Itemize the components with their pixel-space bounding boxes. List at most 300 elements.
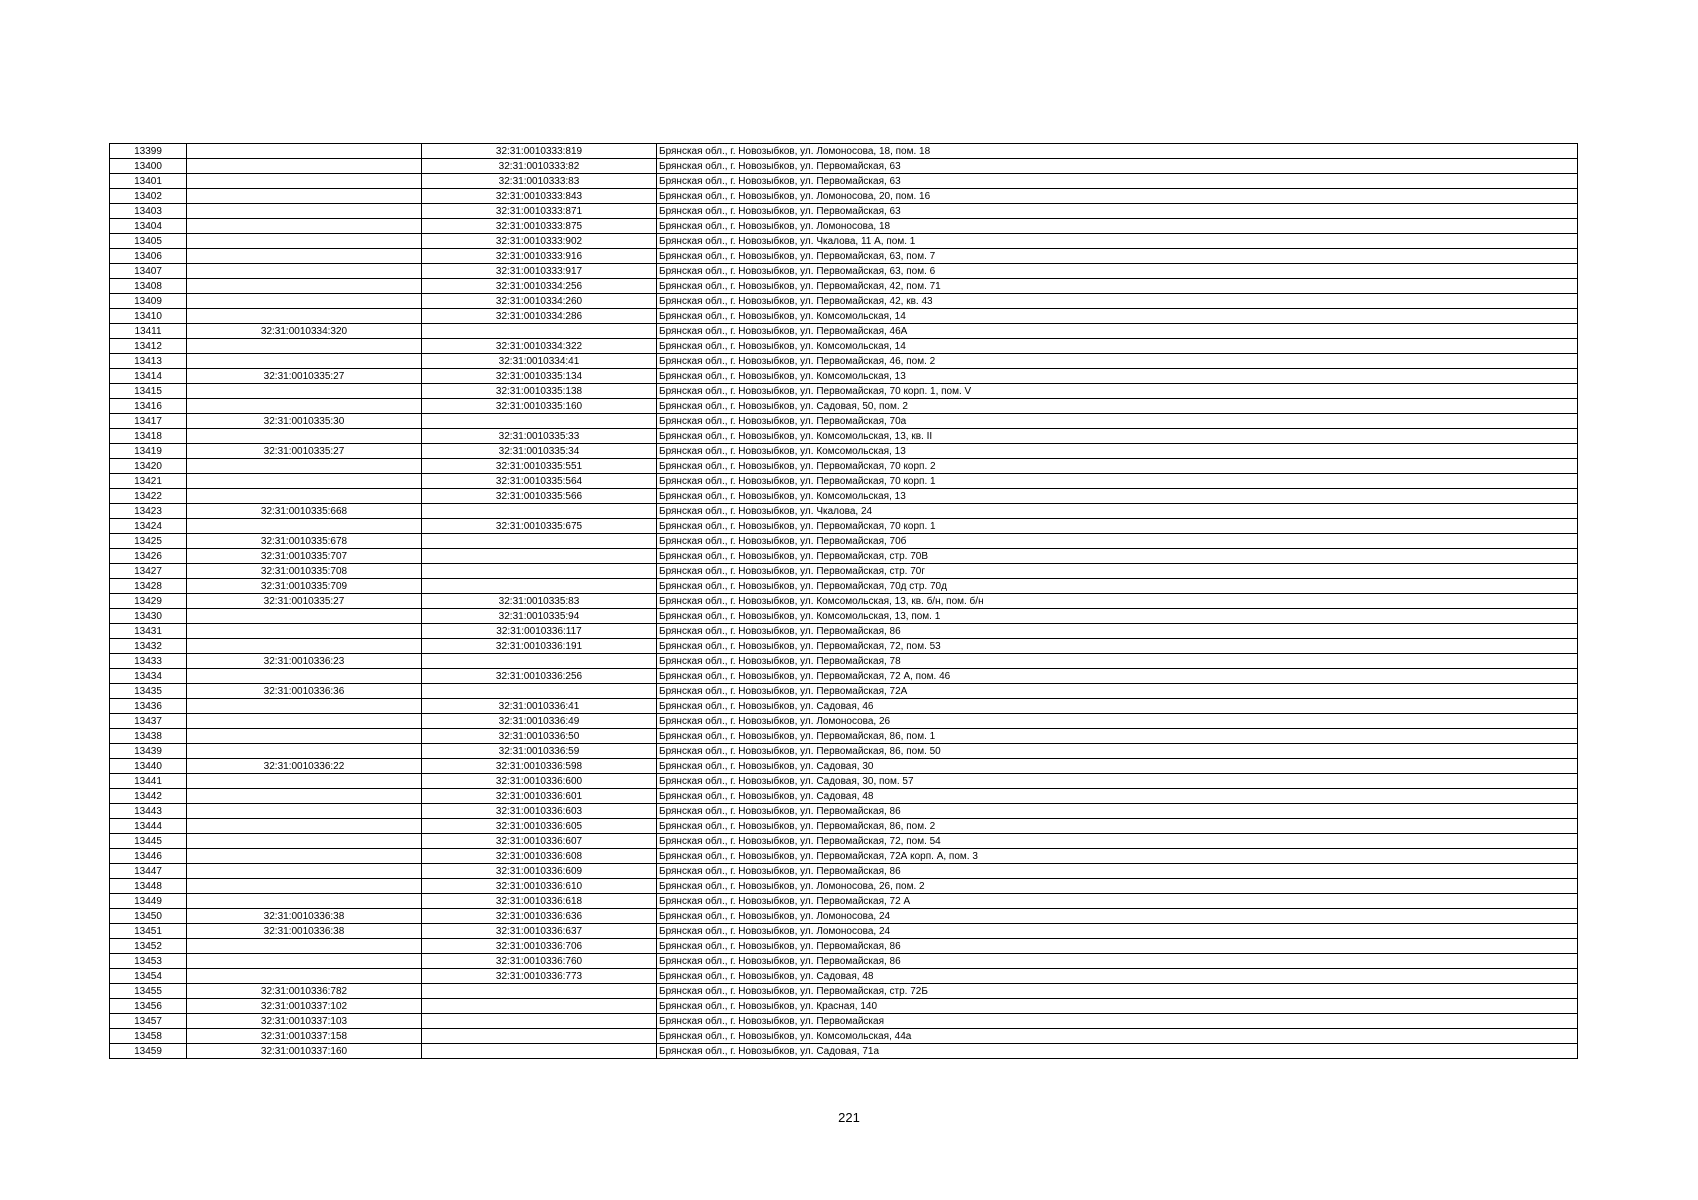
table-row [110, 1044, 1578, 1059]
table-row [110, 774, 1578, 789]
row-number-cell: 13456 [110, 999, 187, 1014]
object-cadastral-number-cell: 32:31:0010334:322 [422, 339, 657, 354]
address-cell: Брянская обл., г. Новозыбков, ул. Комсомольская, 13, кв. б/н, пом. б/н [657, 594, 1578, 609]
object-cadastral-number-cell: 32:31:0010336:598 [422, 759, 657, 774]
table-row [110, 549, 1578, 564]
table-row [110, 204, 1578, 219]
land-cadastral-number-cell: 32:31:0010335:707 [187, 549, 422, 564]
table-row [110, 339, 1578, 354]
table-row [110, 909, 1578, 924]
address-cell: Брянская обл., г. Новозыбков, ул. Первомайская, 72, пом. 53 [657, 639, 1578, 654]
table-row [110, 699, 1578, 714]
land-cadastral-number-cell: 32:31:0010335:678 [187, 534, 422, 549]
row-number-cell: 13430 [110, 609, 187, 624]
object-cadastral-number-cell: 32:31:0010336:605 [422, 819, 657, 834]
land-cadastral-number-cell: 32:31:0010336:23 [187, 654, 422, 669]
row-number-cell: 13424 [110, 519, 187, 534]
table-row [110, 1014, 1578, 1029]
address-cell: Брянская обл., г. Новозыбков, ул. Комсомольская, 13 [657, 489, 1578, 504]
object-cadastral-number-cell: 32:31:0010336:256 [422, 669, 657, 684]
land-cadastral-number-cell: 32:31:0010337:103 [187, 1014, 422, 1029]
row-number-cell: 13401 [110, 174, 187, 189]
row-number-cell: 13446 [110, 849, 187, 864]
row-number-cell: 13458 [110, 1029, 187, 1044]
object-cadastral-number-cell: 32:31:0010335:138 [422, 384, 657, 399]
address-cell: Брянская обл., г. Новозыбков, ул. Первомайская, 63 [657, 204, 1578, 219]
address-cell: Брянская обл., г. Новозыбков, ул. Садовая, 48 [657, 789, 1578, 804]
row-number-cell: 13416 [110, 399, 187, 414]
address-cell: Брянская обл., г. Новозыбков, ул. Первомайская, 70 корп. 1 [657, 519, 1578, 534]
address-cell: Брянская обл., г. Новозыбков, ул. Комсомольская, 14 [657, 309, 1578, 324]
object-cadastral-number-cell: 32:31:0010336:706 [422, 939, 657, 954]
table-row [110, 684, 1578, 699]
row-number-cell: 13415 [110, 384, 187, 399]
address-cell: Брянская обл., г. Новозыбков, ул. Ломоносова, 18 [657, 219, 1578, 234]
row-number-cell: 13439 [110, 744, 187, 759]
address-cell: Брянская обл., г. Новозыбков, ул. Первомайская, 86 [657, 864, 1578, 879]
land-cadastral-number-cell [187, 819, 422, 834]
table-row [110, 234, 1578, 249]
land-cadastral-number-cell [187, 699, 422, 714]
row-number-cell: 13409 [110, 294, 187, 309]
row-number-cell: 13434 [110, 669, 187, 684]
land-cadastral-number-cell [187, 144, 422, 159]
object-cadastral-number-cell: 32:31:0010334:260 [422, 294, 657, 309]
land-cadastral-number-cell [187, 729, 422, 744]
table-row [110, 159, 1578, 174]
table-row [110, 564, 1578, 579]
table-row [110, 144, 1578, 159]
row-number-cell: 13444 [110, 819, 187, 834]
address-cell: Брянская обл., г. Новозыбков, ул. Первомайская, 70 корп. 1 [657, 474, 1578, 489]
land-cadastral-number-cell [187, 519, 422, 534]
row-number-cell: 13433 [110, 654, 187, 669]
land-cadastral-number-cell: 32:31:0010335:27 [187, 369, 422, 384]
table-row [110, 504, 1578, 519]
row-number-cell: 13418 [110, 429, 187, 444]
address-cell: Брянская обл., г. Новозыбков, ул. Первомайская, 72 А, пом. 46 [657, 669, 1578, 684]
row-number-cell: 13448 [110, 879, 187, 894]
address-cell: Брянская обл., г. Новозыбков, ул. Первомайская, 86, пом. 50 [657, 744, 1578, 759]
address-cell: Брянская обл., г. Новозыбков, ул. Первомайская, 46, пом. 2 [657, 354, 1578, 369]
table-row [110, 579, 1578, 594]
land-cadastral-number-cell [187, 159, 422, 174]
land-cadastral-number-cell: 32:31:0010335:27 [187, 594, 422, 609]
address-cell: Брянская обл., г. Новозыбков, ул. Первомайская, 70а [657, 414, 1578, 429]
row-number-cell: 13402 [110, 189, 187, 204]
land-cadastral-number-cell [187, 174, 422, 189]
address-cell: Брянская обл., г. Новозыбков, ул. Комсомольская, 44а [657, 1029, 1578, 1044]
address-cell: Брянская обл., г. Новозыбков, ул. Садовая, 30, пом. 57 [657, 774, 1578, 789]
address-cell: Брянская обл., г. Новозыбков, ул. Первомайская, 72А корп. А, пом. 3 [657, 849, 1578, 864]
object-cadastral-number-cell: 32:31:0010333:82 [422, 159, 657, 174]
object-cadastral-number-cell [422, 579, 657, 594]
object-cadastral-number-cell: 32:31:0010335:34 [422, 444, 657, 459]
row-number-cell: 13438 [110, 729, 187, 744]
address-cell: Брянская обл., г. Новозыбков, ул. Ломоносова, 18, пом. 18 [657, 144, 1578, 159]
object-cadastral-number-cell: 32:31:0010334:41 [422, 354, 657, 369]
row-number-cell: 13408 [110, 279, 187, 294]
object-cadastral-number-cell: 32:31:0010333:871 [422, 204, 657, 219]
land-cadastral-number-cell [187, 384, 422, 399]
address-cell: Брянская обл., г. Новозыбков, ул. Первомайская, 86 [657, 624, 1578, 639]
land-cadastral-number-cell: 32:31:0010335:30 [187, 414, 422, 429]
row-number-cell: 13455 [110, 984, 187, 999]
row-number-cell: 13399 [110, 144, 187, 159]
row-number-cell: 13435 [110, 684, 187, 699]
address-cell: Брянская обл., г. Новозыбков, ул. Первомайская, 70д стр. 70д [657, 579, 1578, 594]
land-cadastral-number-cell: 32:31:0010335:668 [187, 504, 422, 519]
address-cell: Брянская обл., г. Новозыбков, ул. Ломоносова, 24 [657, 924, 1578, 939]
object-cadastral-number-cell [422, 1044, 657, 1059]
land-cadastral-number-cell [187, 864, 422, 879]
land-cadastral-number-cell [187, 204, 422, 219]
land-cadastral-number-cell [187, 609, 422, 624]
land-cadastral-number-cell [187, 234, 422, 249]
table-row [110, 1029, 1578, 1044]
land-cadastral-number-cell [187, 639, 422, 654]
table-row [110, 519, 1578, 534]
address-cell: Брянская обл., г. Новозыбков, ул. Садовая, 46 [657, 699, 1578, 714]
row-number-cell: 13426 [110, 549, 187, 564]
object-cadastral-number-cell: 32:31:0010333:916 [422, 249, 657, 264]
registry-table-body [110, 144, 1578, 1059]
land-cadastral-number-cell [187, 474, 422, 489]
address-cell: Брянская обл., г. Новозыбков, ул. Садовая, 50, пом. 2 [657, 399, 1578, 414]
object-cadastral-number-cell: 32:31:0010336:601 [422, 789, 657, 804]
row-number-cell: 13429 [110, 594, 187, 609]
object-cadastral-number-cell: 32:31:0010336:610 [422, 879, 657, 894]
table-row [110, 669, 1578, 684]
row-number-cell: 13449 [110, 894, 187, 909]
row-number-cell: 13407 [110, 264, 187, 279]
address-cell: Брянская обл., г. Новозыбков, ул. Садовая, 30 [657, 759, 1578, 774]
table-row [110, 639, 1578, 654]
object-cadastral-number-cell [422, 1029, 657, 1044]
address-cell: Брянская обл., г. Новозыбков, ул. Первомайская, 86 [657, 804, 1578, 819]
table-row [110, 924, 1578, 939]
row-number-cell: 13440 [110, 759, 187, 774]
row-number-cell: 13451 [110, 924, 187, 939]
row-number-cell: 13425 [110, 534, 187, 549]
land-cadastral-number-cell [187, 834, 422, 849]
land-cadastral-number-cell [187, 264, 422, 279]
address-cell: Брянская обл., г. Новозыбков, ул. Первомайская, 72А [657, 684, 1578, 699]
table-row [110, 189, 1578, 204]
object-cadastral-number-cell: 32:31:0010335:675 [422, 519, 657, 534]
table-row [110, 714, 1578, 729]
object-cadastral-number-cell: 32:31:0010336:117 [422, 624, 657, 639]
land-cadastral-number-cell [187, 714, 422, 729]
address-cell: Брянская обл., г. Новозыбков, ул. Первомайская, 63, пом. 6 [657, 264, 1578, 279]
table-row [110, 489, 1578, 504]
address-cell: Брянская обл., г. Новозыбков, ул. Первомайская, 63, пом. 7 [657, 249, 1578, 264]
row-number-cell: 13437 [110, 714, 187, 729]
object-cadastral-number-cell: 32:31:0010333:902 [422, 234, 657, 249]
row-number-cell: 13450 [110, 909, 187, 924]
address-cell: Брянская обл., г. Новозыбков, ул. Первомайская, стр. 70г [657, 564, 1578, 579]
table-row [110, 894, 1578, 909]
table-row [110, 849, 1578, 864]
row-number-cell: 13404 [110, 219, 187, 234]
object-cadastral-number-cell [422, 324, 657, 339]
row-number-cell: 13432 [110, 639, 187, 654]
table-row [110, 804, 1578, 819]
address-cell: Брянская обл., г. Новозыбков, ул. Первомайская, 86 [657, 939, 1578, 954]
land-cadastral-number-cell: 32:31:0010337:102 [187, 999, 422, 1014]
row-number-cell: 13447 [110, 864, 187, 879]
table-row [110, 294, 1578, 309]
row-number-cell: 13452 [110, 939, 187, 954]
row-number-cell: 13459 [110, 1044, 187, 1059]
object-cadastral-number-cell [422, 654, 657, 669]
land-cadastral-number-cell [187, 879, 422, 894]
table-row [110, 279, 1578, 294]
table-row [110, 609, 1578, 624]
object-cadastral-number-cell: 32:31:0010336:773 [422, 969, 657, 984]
row-number-cell: 13412 [110, 339, 187, 354]
land-cadastral-number-cell [187, 744, 422, 759]
land-cadastral-number-cell [187, 459, 422, 474]
address-cell: Брянская обл., г. Новозыбков, ул. Ломоносова, 26 [657, 714, 1578, 729]
table-row [110, 999, 1578, 1014]
row-number-cell: 13422 [110, 489, 187, 504]
land-cadastral-number-cell [187, 339, 422, 354]
land-cadastral-number-cell [187, 279, 422, 294]
object-cadastral-number-cell: 32:31:0010336:191 [422, 639, 657, 654]
row-number-cell: 13403 [110, 204, 187, 219]
address-cell: Брянская обл., г. Новозыбков, ул. Первомайская, 63 [657, 174, 1578, 189]
table-row [110, 759, 1578, 774]
address-cell: Брянская обл., г. Новозыбков, ул. Первомайская, 72 А [657, 894, 1578, 909]
address-cell: Брянская обл., г. Новозыбков, ул. Комсомольская, 13 [657, 444, 1578, 459]
object-cadastral-number-cell: 32:31:0010333:917 [422, 264, 657, 279]
address-cell: Брянская обл., г. Новозыбков, ул. Комсомольская, 13, кв. II [657, 429, 1578, 444]
land-cadastral-number-cell [187, 939, 422, 954]
table-row [110, 174, 1578, 189]
object-cadastral-number-cell: 32:31:0010334:256 [422, 279, 657, 294]
land-cadastral-number-cell [187, 624, 422, 639]
land-cadastral-number-cell: 32:31:0010337:160 [187, 1044, 422, 1059]
table-row [110, 744, 1578, 759]
object-cadastral-number-cell: 32:31:0010335:94 [422, 609, 657, 624]
page-number: 221 [838, 1110, 860, 1125]
address-cell: Брянская обл., г. Новозыбков, ул. Ломоносова, 26, пом. 2 [657, 879, 1578, 894]
table-row [110, 654, 1578, 669]
object-cadastral-number-cell [422, 684, 657, 699]
row-number-cell: 13421 [110, 474, 187, 489]
row-number-cell: 13405 [110, 234, 187, 249]
table-row [110, 459, 1578, 474]
row-number-cell: 13413 [110, 354, 187, 369]
table-row [110, 729, 1578, 744]
row-number-cell: 13442 [110, 789, 187, 804]
address-cell: Брянская обл., г. Новозыбков, ул. Садовая, 48 [657, 969, 1578, 984]
table-row [110, 384, 1578, 399]
land-cadastral-number-cell [187, 789, 422, 804]
row-number-cell: 13457 [110, 1014, 187, 1029]
table-row [110, 324, 1578, 339]
land-cadastral-number-cell [187, 489, 422, 504]
object-cadastral-number-cell: 32:31:0010335:134 [422, 369, 657, 384]
address-cell: Брянская обл., г. Новозыбков, ул. Комсомольская, 13 [657, 369, 1578, 384]
land-cadastral-number-cell [187, 399, 422, 414]
table-row [110, 984, 1578, 999]
address-cell: Брянская обл., г. Новозыбков, ул. Комсомольская, 14 [657, 339, 1578, 354]
object-cadastral-number-cell [422, 984, 657, 999]
object-cadastral-number-cell: 32:31:0010336:608 [422, 849, 657, 864]
object-cadastral-number-cell: 32:31:0010335:564 [422, 474, 657, 489]
land-cadastral-number-cell [187, 189, 422, 204]
row-number-cell: 13417 [110, 414, 187, 429]
table-row [110, 879, 1578, 894]
land-cadastral-number-cell: 32:31:0010336:36 [187, 684, 422, 699]
table-row [110, 789, 1578, 804]
row-number-cell: 13445 [110, 834, 187, 849]
address-cell: Брянская обл., г. Новозыбков, ул. Комсомольская, 13, пом. 1 [657, 609, 1578, 624]
land-cadastral-number-cell [187, 774, 422, 789]
object-cadastral-number-cell: 32:31:0010333:819 [422, 144, 657, 159]
address-cell: Брянская обл., г. Новозыбков, ул. Первомайская, 86, пом. 1 [657, 729, 1578, 744]
object-cadastral-number-cell: 32:31:0010336:609 [422, 864, 657, 879]
address-cell: Брянская обл., г. Новозыбков, ул. Первомайская, 42, кв. 43 [657, 294, 1578, 309]
row-number-cell: 13441 [110, 774, 187, 789]
land-cadastral-number-cell: 32:31:0010336:38 [187, 909, 422, 924]
object-cadastral-number-cell: 32:31:0010336:618 [422, 894, 657, 909]
row-number-cell: 13410 [110, 309, 187, 324]
table-row [110, 309, 1578, 324]
object-cadastral-number-cell: 32:31:0010335:566 [422, 489, 657, 504]
object-cadastral-number-cell: 32:31:0010336:636 [422, 909, 657, 924]
table-row [110, 219, 1578, 234]
object-cadastral-number-cell: 32:31:0010336:50 [422, 729, 657, 744]
object-cadastral-number-cell [422, 504, 657, 519]
table-row [110, 249, 1578, 264]
object-cadastral-number-cell [422, 414, 657, 429]
address-cell: Брянская обл., г. Новозыбков, ул. Садовая, 71а [657, 1044, 1578, 1059]
table-row [110, 399, 1578, 414]
table-row [110, 594, 1578, 609]
address-cell: Брянская обл., г. Новозыбков, ул. Первомайская, 72, пом. 54 [657, 834, 1578, 849]
table-row [110, 939, 1578, 954]
row-number-cell: 13427 [110, 564, 187, 579]
address-cell: Брянская обл., г. Новозыбков, ул. Чкалова, 11 А, пом. 1 [657, 234, 1578, 249]
land-cadastral-number-cell [187, 669, 422, 684]
table-row [110, 444, 1578, 459]
object-cadastral-number-cell: 32:31:0010335:551 [422, 459, 657, 474]
land-cadastral-number-cell: 32:31:0010336:782 [187, 984, 422, 999]
row-number-cell: 13431 [110, 624, 187, 639]
object-cadastral-number-cell [422, 534, 657, 549]
land-cadastral-number-cell [187, 354, 422, 369]
table-row [110, 954, 1578, 969]
address-cell: Брянская обл., г. Новозыбков, ул. Чкалова, 24 [657, 504, 1578, 519]
table-row [110, 354, 1578, 369]
row-number-cell: 13436 [110, 699, 187, 714]
address-cell: Брянская обл., г. Новозыбков, ул. Первомайская, 63 [657, 159, 1578, 174]
table-row [110, 864, 1578, 879]
land-cadastral-number-cell [187, 249, 422, 264]
address-cell: Брянская обл., г. Новозыбков, ул. Ломоносова, 24 [657, 909, 1578, 924]
address-cell: Брянская обл., г. Новозыбков, ул. Первомайская, стр. 72Б [657, 984, 1578, 999]
row-number-cell: 13406 [110, 249, 187, 264]
object-cadastral-number-cell: 32:31:0010333:875 [422, 219, 657, 234]
table-row [110, 369, 1578, 384]
land-cadastral-number-cell: 32:31:0010337:158 [187, 1029, 422, 1044]
object-cadastral-number-cell: 32:31:0010334:286 [422, 309, 657, 324]
object-cadastral-number-cell: 32:31:0010336:600 [422, 774, 657, 789]
address-cell: Брянская обл., г. Новозыбков, ул. Первомайская, 70б [657, 534, 1578, 549]
object-cadastral-number-cell: 32:31:0010333:83 [422, 174, 657, 189]
object-cadastral-number-cell [422, 564, 657, 579]
table-row [110, 969, 1578, 984]
address-cell: Брянская обл., г. Новозыбков, ул. Первомайская, 70 корп. 1, пом. V [657, 384, 1578, 399]
address-cell: Брянская обл., г. Новозыбков, ул. Первомайская, 78 [657, 654, 1578, 669]
land-cadastral-number-cell [187, 954, 422, 969]
row-number-cell: 13419 [110, 444, 187, 459]
table-row [110, 264, 1578, 279]
object-cadastral-number-cell: 32:31:0010336:41 [422, 699, 657, 714]
row-number-cell: 13400 [110, 159, 187, 174]
object-cadastral-number-cell [422, 549, 657, 564]
table-row [110, 834, 1578, 849]
row-number-cell: 13411 [110, 324, 187, 339]
address-cell: Брянская обл., г. Новозыбков, ул. Первомайская, 42, пом. 71 [657, 279, 1578, 294]
table-row [110, 414, 1578, 429]
table-row [110, 624, 1578, 639]
land-cadastral-number-cell [187, 309, 422, 324]
object-cadastral-number-cell [422, 999, 657, 1014]
address-cell: Брянская обл., г. Новозыбков, ул. Первомайская [657, 1014, 1578, 1029]
object-cadastral-number-cell: 32:31:0010335:83 [422, 594, 657, 609]
address-cell: Брянская обл., г. Новозыбков, ул. Красная, 140 [657, 999, 1578, 1014]
land-cadastral-number-cell: 32:31:0010335:709 [187, 579, 422, 594]
row-number-cell: 13420 [110, 459, 187, 474]
row-number-cell: 13454 [110, 969, 187, 984]
land-cadastral-number-cell [187, 429, 422, 444]
address-cell: Брянская обл., г. Новозыбков, ул. Ломоносова, 20, пом. 16 [657, 189, 1578, 204]
table-row [110, 474, 1578, 489]
land-cadastral-number-cell: 32:31:0010335:708 [187, 564, 422, 579]
object-cadastral-number-cell: 32:31:0010336:637 [422, 924, 657, 939]
address-cell: Брянская обл., г. Новозыбков, ул. Первомайская, 46А [657, 324, 1578, 339]
table-row [110, 819, 1578, 834]
address-cell: Брянская обл., г. Новозыбков, ул. Первомайская, стр. 70В [657, 549, 1578, 564]
object-cadastral-number-cell: 32:31:0010333:843 [422, 189, 657, 204]
row-number-cell: 13414 [110, 369, 187, 384]
object-cadastral-number-cell: 32:31:0010336:59 [422, 744, 657, 759]
land-cadastral-number-cell: 32:31:0010336:22 [187, 759, 422, 774]
object-cadastral-number-cell: 32:31:0010336:49 [422, 714, 657, 729]
land-cadastral-number-cell [187, 894, 422, 909]
table-row [110, 429, 1578, 444]
object-cadastral-number-cell: 32:31:0010336:607 [422, 834, 657, 849]
row-number-cell: 13443 [110, 804, 187, 819]
land-cadastral-number-cell [187, 804, 422, 819]
row-number-cell: 13423 [110, 504, 187, 519]
land-cadastral-number-cell: 32:31:0010334:320 [187, 324, 422, 339]
object-cadastral-number-cell: 32:31:0010336:603 [422, 804, 657, 819]
land-cadastral-number-cell [187, 294, 422, 309]
land-cadastral-number-cell [187, 849, 422, 864]
land-cadastral-number-cell: 32:31:0010336:38 [187, 924, 422, 939]
row-number-cell: 13428 [110, 579, 187, 594]
land-cadastral-number-cell [187, 969, 422, 984]
registry-table [109, 143, 1578, 1059]
object-cadastral-number-cell [422, 1014, 657, 1029]
object-cadastral-number-cell: 32:31:0010336:760 [422, 954, 657, 969]
table-row [110, 534, 1578, 549]
